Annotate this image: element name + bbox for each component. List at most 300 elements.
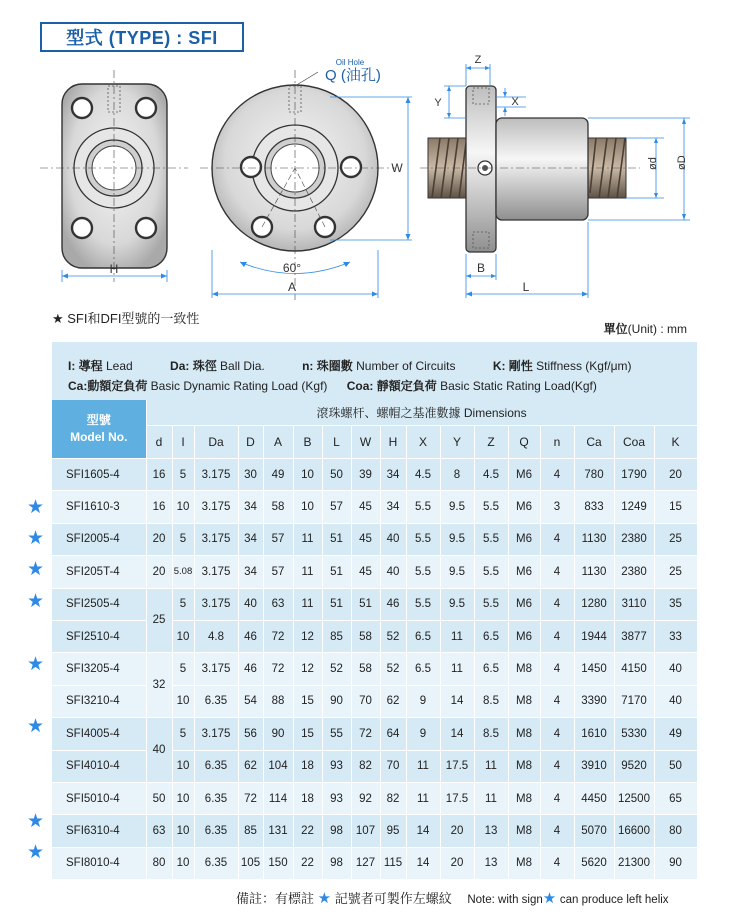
cell-w: 58 [351,653,380,685]
cell-coa: 5330 [614,718,654,750]
cell-z: 4.5 [474,459,508,491]
cell-l: 98 [322,847,351,879]
cell-h: 52 [380,620,406,652]
cell-k: 20 [654,459,697,491]
cell-h: 62 [380,685,406,717]
cell-x: 6.5 [406,620,440,652]
cell-l: 51 [322,523,351,555]
left-helix-star-icon: ★ [27,559,45,581]
cell-da: 3.175 [194,588,238,620]
dim-x-label: X [511,96,519,108]
cell-a: 114 [263,782,293,814]
cell-z: 5.5 [474,523,508,555]
cell-k: 90 [654,847,697,879]
column-header-coa: Coa [614,426,654,459]
cell-h: 82 [380,782,406,814]
cell-q: M6 [508,620,540,652]
cell-a: 57 [263,523,293,555]
cell-b: 11 [293,556,322,588]
cell-h: 40 [380,523,406,555]
cell-x: 5.5 [406,588,440,620]
cell-d: 16 [146,491,172,523]
model-cell: SFI4010-4 [52,750,146,782]
cell-x: 6.5 [406,653,440,685]
cell-ca: 780 [574,459,614,491]
model-header-en: Model No. [70,430,128,444]
cell-q: M6 [508,588,540,620]
cell-da: 4.8 [194,620,238,652]
column-header-i: I [172,426,194,459]
cell-d: 50 [146,782,172,814]
cell-d: 72 [238,782,263,814]
column-header-ca: Ca [574,426,614,459]
cell-x: 9 [406,685,440,717]
cell-n: 4 [540,556,574,588]
model-cell: SFI3205-4 [52,653,146,685]
column-header-z: Z [474,426,508,459]
cell-k: 50 [654,750,697,782]
left-helix-star-icon: ★ [27,528,45,549]
table-row [52,653,697,685]
cell-n: 4 [540,653,574,685]
left-helix-star-icon: ★ [27,716,45,738]
dim-b-label: B [476,261,486,275]
cell-l: 51 [322,588,351,620]
cell-coa: 2380 [614,523,654,555]
unit-value: (Unit) : mm [627,322,687,336]
angle-label: 60° [282,261,302,275]
cell-coa: 7170 [614,685,654,717]
table-row [52,459,697,491]
cell-d: 105 [238,847,263,879]
legend-ball-dia: Da: 珠徑 Ball Dia. [170,359,265,373]
table-row [52,782,697,814]
cell-k: 65 [654,782,697,814]
cell-l: 52 [322,653,351,685]
cell-ca: 1450 [574,653,614,685]
cell-n: 4 [540,523,574,555]
legend-static-load: Coa: 靜額定負荷 Basic Static Rating Load(Kgf) [346,379,597,393]
model-cell: SFI1605-4 [52,459,146,491]
cell-w: 72 [351,718,380,750]
cell-n: 4 [540,718,574,750]
cell-y: 11 [440,653,474,685]
cell-coa: 1249 [614,491,654,523]
cell-i: 10 [172,491,194,523]
cell-b: 15 [293,685,322,717]
cell-da: 6.35 [194,750,238,782]
dim-w-label: W [391,161,403,175]
left-helix-star-icon: ★ [27,496,45,518]
cell-x: 14 [406,815,440,847]
column-header-a: A [263,426,293,459]
cell-d: 25 [146,588,172,653]
cell-coa: 12500 [614,782,654,814]
cell-w: 39 [351,459,380,491]
cell-w: 107 [351,815,380,847]
cell-z: 13 [474,815,508,847]
cell-y: 14 [440,685,474,717]
technical-drawing [0,52,741,302]
cell-z: 8.5 [474,718,508,750]
cell-z: 6.5 [474,653,508,685]
cell-a: 88 [263,685,293,717]
cell-y: 20 [440,815,474,847]
cell-w: 51 [351,588,380,620]
left-helix-star-icon: ★ [27,590,45,612]
cell-b: 22 [293,847,322,879]
cell-d: 80 [146,847,172,879]
cell-ca: 1944 [574,620,614,652]
cell-x: 5.5 [406,556,440,588]
cell-d: 62 [238,750,263,782]
cell-q: M8 [508,653,540,685]
model-header [52,400,146,459]
table-row [52,491,697,523]
model-cell: SFI5010-4 [52,782,146,814]
spec-table [52,400,698,880]
footer-star-icon: ★ [317,890,332,907]
cell-ca: 1130 [574,556,614,588]
cell-d: 16 [146,459,172,491]
cell-n: 4 [540,588,574,620]
cell-i: 10 [172,847,194,879]
cell-i: 5 [172,459,194,491]
cell-d: 30 [238,459,263,491]
column-header-q: Q [508,426,540,459]
legend-circuits: n: 珠圈數 Number of Circuits [302,359,456,373]
cell-da: 3.175 [194,556,238,588]
cell-q: M6 [508,459,540,491]
cell-y: 9.5 [440,556,474,588]
table-row [52,847,697,879]
cell-h: 52 [380,653,406,685]
cell-l: 98 [322,815,351,847]
column-header-l: L [322,426,351,459]
cell-d: 85 [238,815,263,847]
cell-d: 20 [146,523,172,555]
cell-d: 34 [238,523,263,555]
column-header-da: Da [194,426,238,459]
cell-i: 5 [172,588,194,620]
cell-y: 11 [440,620,474,652]
cell-l: 90 [322,685,351,717]
cell-da: 3.175 [194,491,238,523]
page-title: 型式 (TYPE) : SFI [40,22,244,52]
column-header-y: Y [440,426,474,459]
footer-star-icon-2: ★ [542,890,557,907]
table-row [52,556,697,588]
cell-h: 40 [380,556,406,588]
cell-w: 45 [351,523,380,555]
cell-l: 51 [322,556,351,588]
model-cell: SFI4005-4 [52,718,146,750]
model-cell: SFI205T-4 [52,556,146,588]
cell-z: 6.5 [474,620,508,652]
cell-n: 4 [540,815,574,847]
cell-z: 11 [474,750,508,782]
cell-a: 58 [263,491,293,523]
cell-da: 6.35 [194,782,238,814]
cell-q: M6 [508,556,540,588]
cell-y: 9.5 [440,523,474,555]
cell-x: 11 [406,782,440,814]
cell-n: 4 [540,620,574,652]
footer-zh-suffix: 記號者可製作左螺紋 [334,891,452,906]
cell-d: 32 [146,653,172,718]
cell-i: 10 [172,782,194,814]
legend-dynamic-load: Ca:動額定負荷 Basic Dynamic Rating Load (Kgf) [68,379,328,393]
cell-ca: 5070 [574,815,614,847]
cell-b: 10 [293,459,322,491]
cell-k: 15 [654,491,697,523]
cell-y: 17.5 [440,782,474,814]
cell-w: 127 [351,847,380,879]
cell-d: 56 [238,718,263,750]
cell-q: M8 [508,685,540,717]
cell-w: 82 [351,750,380,782]
model-header-zh: 型號 [86,413,111,427]
left-helix-star-icon: ★ [27,810,45,832]
cell-y: 17.5 [440,750,474,782]
cell-a: 49 [263,459,293,491]
cell-x: 9 [406,718,440,750]
cell-coa: 21300 [614,847,654,879]
cell-coa: 4150 [614,653,654,685]
cell-l: 93 [322,782,351,814]
front-view-flats [40,70,188,282]
cell-b: 10 [293,491,322,523]
dim-l-label: L [522,280,530,294]
column-header-w: W [351,426,380,459]
cell-da: 6.35 [194,847,238,879]
cell-da: 3.175 [194,718,238,750]
column-header-k: K [654,426,697,459]
cell-w: 45 [351,556,380,588]
cell-h: 34 [380,459,406,491]
legend-line-1 [68,357,632,374]
footer-note [236,888,669,907]
column-header-d: d [146,426,172,459]
model-cell: SFI2005-4 [52,523,146,555]
cell-d: 40 [238,588,263,620]
cell-a: 72 [263,620,293,652]
footer-en-suffix: can produce left helix [559,894,669,906]
model-cell: SFI6310-4 [52,815,146,847]
cell-x: 5.5 [406,491,440,523]
cell-w: 70 [351,685,380,717]
footer-zh-prefix: 備註：有標註 [236,891,315,906]
cell-k: 25 [654,556,697,588]
cell-y: 8 [440,459,474,491]
table-row [52,718,697,750]
cell-d: 20 [146,556,172,588]
cell-coa: 3877 [614,620,654,652]
cell-q: M6 [508,491,540,523]
dim-h-label: H [109,262,119,276]
cell-x: 11 [406,750,440,782]
cell-da: 3.175 [194,523,238,555]
cell-l: 57 [322,491,351,523]
cell-q: M8 [508,847,540,879]
cell-d: 46 [238,620,263,652]
cell-i: 5 [172,653,194,685]
column-header-h: H [380,426,406,459]
cell-h: 115 [380,847,406,879]
cell-z: 5.5 [474,588,508,620]
cell-coa: 3110 [614,588,654,620]
cell-d: 34 [238,556,263,588]
cell-x: 5.5 [406,523,440,555]
front-view-round [200,58,412,300]
cell-h: 46 [380,588,406,620]
cell-k: 49 [654,718,697,750]
cell-d: 63 [146,815,172,847]
dim-a-label: A [287,280,297,294]
model-cell: SFI1610-3 [52,491,146,523]
cell-q: M8 [508,718,540,750]
cell-i: 10 [172,620,194,652]
left-helix-star-icon: ★ [27,842,45,863]
cell-l: 93 [322,750,351,782]
model-cell: SFI8010-4 [52,847,146,879]
cell-z: 13 [474,847,508,879]
cell-x: 14 [406,847,440,879]
cell-h: 64 [380,718,406,750]
cell-n: 4 [540,685,574,717]
cell-x: 4.5 [406,459,440,491]
cell-w: 45 [351,491,380,523]
cell-a: 63 [263,588,293,620]
cell-n: 4 [540,750,574,782]
table-row [52,815,697,847]
cell-q: M8 [508,815,540,847]
cell-a: 72 [263,653,293,685]
cell-q: M6 [508,523,540,555]
cell-da: 6.35 [194,685,238,717]
cell-da: 3.175 [194,653,238,685]
cell-coa: 9520 [614,750,654,782]
left-helix-star-icon: ★ [27,653,45,675]
cell-n: 4 [540,847,574,879]
cell-a: 131 [263,815,293,847]
cell-d: 34 [238,491,263,523]
dimensions-header: 滾珠螺杆、螺帽之基准數據 Dimensions [146,400,697,426]
consistency-note: ★ SFI和DFI型號的一致性 [52,311,200,326]
cell-d: 54 [238,685,263,717]
cell-b: 15 [293,718,322,750]
oil-hole-label: Q (油孔) [325,67,381,84]
cell-l: 85 [322,620,351,652]
cell-ca: 4450 [574,782,614,814]
column-header-n: n [540,426,574,459]
cell-a: 90 [263,718,293,750]
unit-label [604,320,687,337]
cell-i: 5 [172,523,194,555]
cell-d: 40 [146,718,172,783]
cell-a: 104 [263,750,293,782]
cell-i: 10 [172,750,194,782]
cell-w: 58 [351,620,380,652]
cell-i: 10 [172,815,194,847]
footer-en-prefix: Note: with sign [467,894,543,906]
dim-d-large-label: øD [676,155,688,170]
cell-ca: 1130 [574,523,614,555]
cell-da: 6.35 [194,815,238,847]
cell-da: 3.175 [194,459,238,491]
cell-k: 33 [654,620,697,652]
cell-ca: 833 [574,491,614,523]
cell-b: 18 [293,782,322,814]
cell-q: M8 [508,750,540,782]
unit-label-zh: 單位 [603,322,628,336]
table-row [52,523,697,555]
cell-l: 50 [322,459,351,491]
oil-hole-en-label: Oil Hole [335,58,365,67]
cell-h: 95 [380,815,406,847]
cell-k: 40 [654,653,697,685]
cell-i: 10 [172,685,194,717]
cell-ca: 3910 [574,750,614,782]
model-cell: SFI3210-4 [52,685,146,717]
model-cell: SFI2510-4 [52,620,146,652]
cell-b: 12 [293,620,322,652]
cell-n: 4 [540,782,574,814]
cell-y: 14 [440,718,474,750]
cell-ca: 1610 [574,718,614,750]
cell-z: 5.5 [474,556,508,588]
legend-line-2 [68,377,597,394]
table-row [52,588,697,620]
cell-a: 150 [263,847,293,879]
cell-h: 34 [380,491,406,523]
cell-y: 9.5 [440,588,474,620]
dim-z-label: Z [474,54,482,66]
cell-b: 18 [293,750,322,782]
cell-d: 46 [238,653,263,685]
cell-a: 57 [263,556,293,588]
cell-b: 12 [293,653,322,685]
cell-h: 70 [380,750,406,782]
cell-b: 11 [293,588,322,620]
column-header-x: X [406,426,440,459]
cell-l: 55 [322,718,351,750]
dim-d-small-label: ød [647,157,659,170]
cell-n: 4 [540,459,574,491]
cell-q: M8 [508,782,540,814]
cell-b: 22 [293,815,322,847]
cell-b: 11 [293,523,322,555]
cell-k: 25 [654,523,697,555]
cell-y: 20 [440,847,474,879]
dim-y-label: Y [434,97,442,109]
column-header-b: B [293,426,322,459]
cell-z: 5.5 [474,491,508,523]
cell-i: 5 [172,718,194,750]
legend-stiffness: K: 剛性 Stiffness (Kgf/μm) [492,359,632,373]
cell-k: 35 [654,588,697,620]
cell-coa: 1790 [614,459,654,491]
cell-z: 11 [474,782,508,814]
legend-lead: I: 導程 Lead [68,359,133,373]
cell-y: 9.5 [440,491,474,523]
cell-i: 5.08 [172,556,194,588]
cell-z: 8.5 [474,685,508,717]
side-view [420,54,690,298]
cell-coa: 2380 [614,556,654,588]
cell-coa: 16600 [614,815,654,847]
cell-ca: 3390 [574,685,614,717]
